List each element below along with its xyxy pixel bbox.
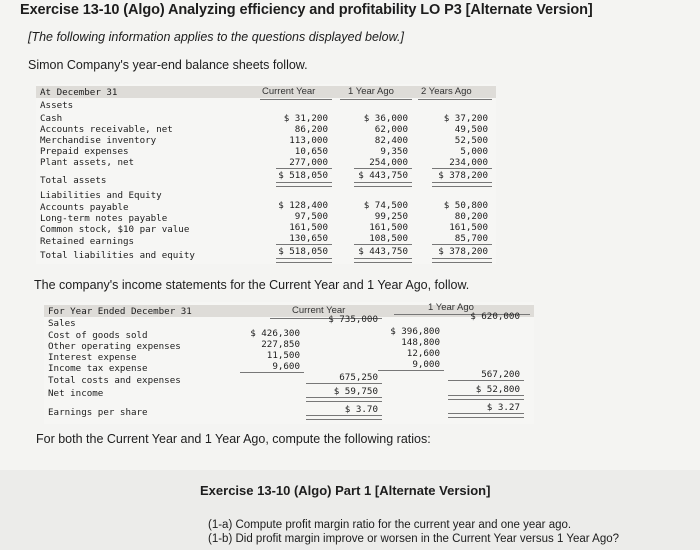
plant-2yr: 234,000: [449, 157, 488, 168]
lt-notes-current: 97,500: [294, 211, 328, 222]
retained-earnings-label: Retained earnings: [40, 236, 135, 247]
cash-current: $ 31,200: [283, 113, 328, 124]
common-stock-1yr: 161,500: [369, 222, 408, 233]
total-assets-2yr: $ 378,200: [438, 170, 488, 181]
sales-1yr: $ 620,000: [470, 311, 520, 322]
total-le-1yr: $ 443,750: [358, 246, 408, 257]
cash-2yr: $ 37,200: [443, 113, 488, 124]
interest-label: Interest expense: [48, 352, 137, 363]
total-costs-label: Total costs and expenses: [48, 375, 181, 386]
sales-label: Sales: [48, 318, 76, 329]
prepaid-1yr: 9,350: [380, 146, 408, 157]
total-le-2yr: $ 378,200: [438, 246, 488, 257]
balance-header-label: At December 31: [40, 87, 118, 98]
exercise-title: Exercise 13-10 (Algo) Analyzing efficiency and profitability LO P3 [Alternate Version]: [20, 2, 593, 18]
balance-sheet-table: [36, 84, 496, 264]
total-assets-1yr: $ 443,750: [358, 170, 408, 181]
opex-current: 227,850: [261, 339, 300, 350]
retained-earnings-current: 130,650: [289, 233, 328, 244]
plant-1yr: 254,000: [369, 157, 408, 168]
plant-current: 277,000: [289, 157, 328, 168]
info-note: [The following information applies to the questions displayed below.]: [28, 30, 404, 44]
retained-earnings-1yr: 108,500: [369, 233, 408, 244]
income-header-label: For Year Ended December 31: [48, 306, 192, 317]
tax-1yr: 9,000: [412, 359, 440, 370]
opex-1yr: 148,800: [401, 337, 440, 348]
part-title: Exercise 13-10 (Algo) Part 1 [Alternate Version]: [200, 483, 491, 498]
balance-col-1yr: 1 Year Ago: [348, 86, 394, 97]
retained-earnings-2yr: 85,700: [454, 233, 488, 244]
common-stock-current: 161,500: [289, 222, 328, 233]
total-le-label: Total liabilities and equity: [40, 250, 195, 261]
balance-col-2yr: 2 Years Ago: [421, 86, 472, 97]
income-statement-table: [44, 302, 534, 424]
prepaid-current: 10,650: [294, 146, 328, 157]
ap-label: Accounts payable: [40, 202, 129, 213]
net-income-current: $ 59,750: [333, 386, 378, 397]
total-assets-label: Total assets: [40, 175, 107, 186]
total-le-current: $ 518,050: [278, 246, 328, 257]
net-income-1yr: $ 52,800: [475, 384, 520, 395]
interest-1yr: 12,600: [406, 348, 440, 359]
ar-2yr: 49,500: [454, 124, 488, 135]
ar-1yr: 62,000: [374, 124, 408, 135]
cash-1yr: $ 36,000: [363, 113, 408, 124]
sales-current: $ 735,000: [328, 314, 378, 325]
opex-label: Other operating expenses: [48, 341, 181, 352]
plant-label: Plant assets, net: [40, 157, 135, 168]
balance-col-current: Current Year: [262, 86, 316, 97]
cogs-label: Cost of goods sold: [48, 330, 148, 341]
ar-label: Accounts receivable, net: [40, 124, 173, 135]
prepaid-2yr: 5,000: [460, 146, 488, 157]
total-assets-current: $ 518,050: [278, 170, 328, 181]
question-1a: (1-a) Compute profit margin ratio for the current year and one year ago.: [208, 519, 572, 531]
question-1b: (1-b) Did profit margin improve or worsen in the Current Year versus 1 Year Ago?: [208, 533, 620, 545]
net-income-label: Net income: [48, 388, 104, 399]
eps-label: Earnings per share: [48, 407, 148, 418]
lt-notes-1yr: 99,250: [374, 211, 408, 222]
common-stock-label: Common stock, $10 par value: [40, 224, 190, 235]
assets-heading: Assets: [40, 100, 74, 111]
income-intro: The company's income statements for the Current Year and 1 Year Ago, follow.: [34, 278, 470, 292]
cash-label: Cash: [40, 113, 63, 124]
interest-current: 11,500: [266, 350, 300, 361]
eps-current: $ 3.70: [344, 404, 378, 415]
cogs-current: $ 426,300: [250, 328, 300, 339]
ratio-instruction: For both the Current Year and 1 Year Ago, compute the following ratios:: [36, 432, 431, 446]
common-stock-2yr: 161,500: [449, 222, 488, 233]
tax-label: Income tax expense: [48, 363, 148, 374]
ar-current: 86,200: [294, 124, 328, 135]
inventory-2yr: 52,500: [454, 135, 488, 146]
ap-2yr: $ 50,800: [443, 200, 488, 211]
cogs-1yr: $ 396,800: [390, 326, 440, 337]
eps-1yr: $ 3.27: [486, 402, 520, 413]
liabilities-heading: Liabilities and Equity: [40, 190, 162, 201]
income-col-current: Current Year: [292, 305, 346, 316]
income-col-1yr: 1 Year Ago: [428, 302, 474, 313]
total-costs-1yr: 567,200: [481, 369, 520, 380]
prepaid-label: Prepaid expenses: [40, 146, 129, 157]
tax-current: 9,600: [272, 361, 300, 372]
ap-current: $ 128,400: [278, 200, 328, 211]
ap-1yr: $ 74,500: [363, 200, 408, 211]
inventory-label: Merchandise inventory: [40, 135, 157, 146]
inventory-current: 113,000: [289, 135, 328, 146]
lt-notes-2yr: 80,200: [454, 211, 488, 222]
inventory-1yr: 82,400: [374, 135, 408, 146]
lt-notes-label: Long-term notes payable: [40, 213, 168, 224]
total-costs-current: 675,250: [339, 372, 378, 383]
balance-intro: Simon Company's year-end balance sheets follow.: [28, 58, 308, 72]
